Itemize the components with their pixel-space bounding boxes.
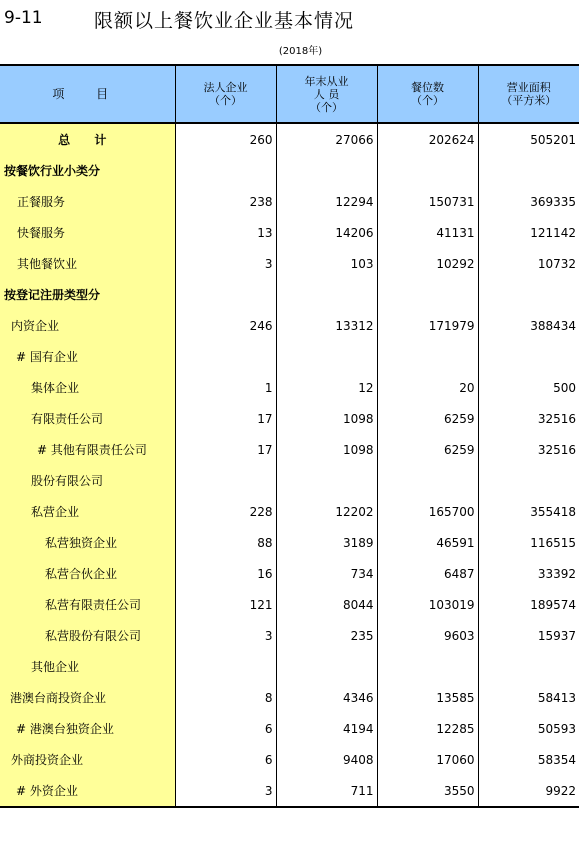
cell: 3 — [175, 248, 276, 279]
cell: 50593 — [478, 713, 579, 744]
cell — [276, 465, 377, 496]
cell: 13 — [175, 217, 276, 248]
cell — [276, 279, 377, 310]
header-line: （个） — [411, 94, 444, 107]
cell: 103 — [276, 248, 377, 279]
row-label: 总 计 — [0, 123, 175, 155]
row-label: 有限责任公司 — [0, 403, 175, 434]
header-row — [0, 65, 579, 123]
cell: 20 — [377, 372, 478, 403]
cell: 10732 — [478, 248, 579, 279]
cell — [478, 465, 579, 496]
header-employees — [276, 65, 377, 123]
cell: 121142 — [478, 217, 579, 248]
table-row — [0, 558, 579, 589]
row-label: 私营企业 — [0, 496, 175, 527]
cell: 3 — [175, 620, 276, 651]
table-row — [0, 372, 579, 403]
cell: 3550 — [377, 775, 478, 807]
cell — [478, 651, 579, 682]
cell — [175, 465, 276, 496]
cell: 33392 — [478, 558, 579, 589]
cell: 46591 — [377, 527, 478, 558]
cell: 355418 — [478, 496, 579, 527]
cell: 103019 — [377, 589, 478, 620]
cell: 202624 — [377, 123, 478, 155]
cell: 8044 — [276, 589, 377, 620]
table-row — [0, 217, 579, 248]
cell: 14206 — [276, 217, 377, 248]
cell — [276, 341, 377, 372]
table-row — [0, 651, 579, 682]
cell: 9603 — [377, 620, 478, 651]
cell: 8 — [175, 682, 276, 713]
table-row — [0, 713, 579, 744]
cell: 500 — [478, 372, 579, 403]
cell: 150731 — [377, 186, 478, 217]
table-row — [0, 186, 579, 217]
row-label: 私营有限责任公司 — [0, 589, 175, 620]
header-line: （个） — [310, 100, 343, 114]
row-label: 按登记注册类型分 — [0, 279, 175, 310]
cell: 116515 — [478, 527, 579, 558]
cell — [377, 279, 478, 310]
header-line: （平方米） — [501, 94, 557, 107]
cell: 505201 — [478, 123, 579, 155]
table-row — [0, 682, 579, 713]
cell: 388434 — [478, 310, 579, 341]
table-row — [0, 589, 579, 620]
cell: 6 — [175, 744, 276, 775]
cell: 32516 — [478, 403, 579, 434]
cell: 238 — [175, 186, 276, 217]
table-row — [0, 496, 579, 527]
row-label: 按餐饮行业小类分 — [0, 155, 175, 186]
cell: 121 — [175, 589, 276, 620]
cell: 32516 — [478, 434, 579, 465]
cell: 6259 — [377, 403, 478, 434]
cell: 58413 — [478, 682, 579, 713]
cell: 246 — [175, 310, 276, 341]
cell: 12285 — [377, 713, 478, 744]
table-number: 9-11 — [4, 8, 43, 28]
row-label: 其他企业 — [0, 651, 175, 682]
table-row — [0, 465, 579, 496]
cell — [175, 279, 276, 310]
data-table — [0, 64, 579, 808]
cell — [276, 651, 377, 682]
table-title-text: 限额以上餐饮业企业基本情况 — [94, 10, 355, 32]
cell: 13312 — [276, 310, 377, 341]
cell: 6487 — [377, 558, 478, 589]
table-row — [0, 620, 579, 651]
cell — [478, 341, 579, 372]
cell: 13585 — [377, 682, 478, 713]
cell: 6259 — [377, 434, 478, 465]
row-label: 快餐服务 — [0, 217, 175, 248]
cell: 1098 — [276, 434, 377, 465]
header-line: 年末从业 — [304, 74, 349, 88]
cell: 10292 — [377, 248, 478, 279]
cell: 369335 — [478, 186, 579, 217]
row-label: 内资企业 — [0, 310, 175, 341]
cell: 9922 — [478, 775, 579, 807]
header-seats — [377, 65, 478, 123]
cell: 12 — [276, 372, 377, 403]
row-label: # 国有企业 — [0, 341, 175, 372]
table-row — [0, 434, 579, 465]
header-line: 餐位数 — [411, 81, 444, 94]
cell — [276, 155, 377, 186]
cell: 165700 — [377, 496, 478, 527]
cell: 1098 — [276, 403, 377, 434]
cell: 4194 — [276, 713, 377, 744]
header-line: 人 员 — [313, 87, 340, 101]
table-row — [0, 527, 579, 558]
cell: 88 — [175, 527, 276, 558]
cell: 235 — [276, 620, 377, 651]
cell: 17 — [175, 403, 276, 434]
header-line: 法人企业 — [203, 81, 248, 94]
cell: 260 — [175, 123, 276, 155]
cell: 12294 — [276, 186, 377, 217]
cell: 171979 — [377, 310, 478, 341]
cell: 4346 — [276, 682, 377, 713]
cell: 17 — [175, 434, 276, 465]
table-title — [0, 6, 579, 32]
cell: 189574 — [478, 589, 579, 620]
cell — [175, 651, 276, 682]
cell — [377, 155, 478, 186]
table-row — [0, 123, 579, 155]
row-label: 股份有限公司 — [0, 465, 175, 496]
table-row — [0, 155, 579, 186]
header-line: 营业面积 — [506, 81, 551, 94]
cell: 41131 — [377, 217, 478, 248]
cell: 734 — [276, 558, 377, 589]
row-label: 私营股份有限公司 — [0, 620, 175, 651]
cell: 12202 — [276, 496, 377, 527]
cell — [478, 279, 579, 310]
header-line: （个） — [209, 94, 242, 107]
cell: 16 — [175, 558, 276, 589]
table-row — [0, 775, 579, 807]
cell: 17060 — [377, 744, 478, 775]
year-text: (2018年) — [278, 46, 323, 57]
header-item: 项 目 — [0, 65, 175, 123]
table-row — [0, 279, 579, 310]
cell: 27066 — [276, 123, 377, 155]
table-row — [0, 403, 579, 434]
cell: 711 — [276, 775, 377, 807]
row-label: # 其他有限责任公司 — [0, 434, 175, 465]
header-area — [478, 65, 579, 123]
cell — [377, 341, 478, 372]
header-legal-entities — [175, 65, 276, 123]
cell: 3189 — [276, 527, 377, 558]
table-row — [0, 248, 579, 279]
table-row — [0, 310, 579, 341]
row-label: 外商投资企业 — [0, 744, 175, 775]
cell — [175, 155, 276, 186]
cell — [377, 465, 478, 496]
cell: 15937 — [478, 620, 579, 651]
table-row — [0, 341, 579, 372]
cell: 228 — [175, 496, 276, 527]
row-label: 其他餐饮业 — [0, 248, 175, 279]
row-label: # 外资企业 — [0, 775, 175, 807]
row-label: 正餐服务 — [0, 186, 175, 217]
cell — [175, 341, 276, 372]
cell: 1 — [175, 372, 276, 403]
cell: 3 — [175, 775, 276, 807]
year-note — [0, 42, 579, 57]
table-row — [0, 744, 579, 775]
cell: 9408 — [276, 744, 377, 775]
cell: 58354 — [478, 744, 579, 775]
row-label: # 港澳台独资企业 — [0, 713, 175, 744]
cell: 6 — [175, 713, 276, 744]
cell — [478, 155, 579, 186]
cell — [377, 651, 478, 682]
row-label: 港澳台商投资企业 — [0, 682, 175, 713]
row-label: 私营合伙企业 — [0, 558, 175, 589]
row-label: 集体企业 — [0, 372, 175, 403]
row-label: 私营独资企业 — [0, 527, 175, 558]
